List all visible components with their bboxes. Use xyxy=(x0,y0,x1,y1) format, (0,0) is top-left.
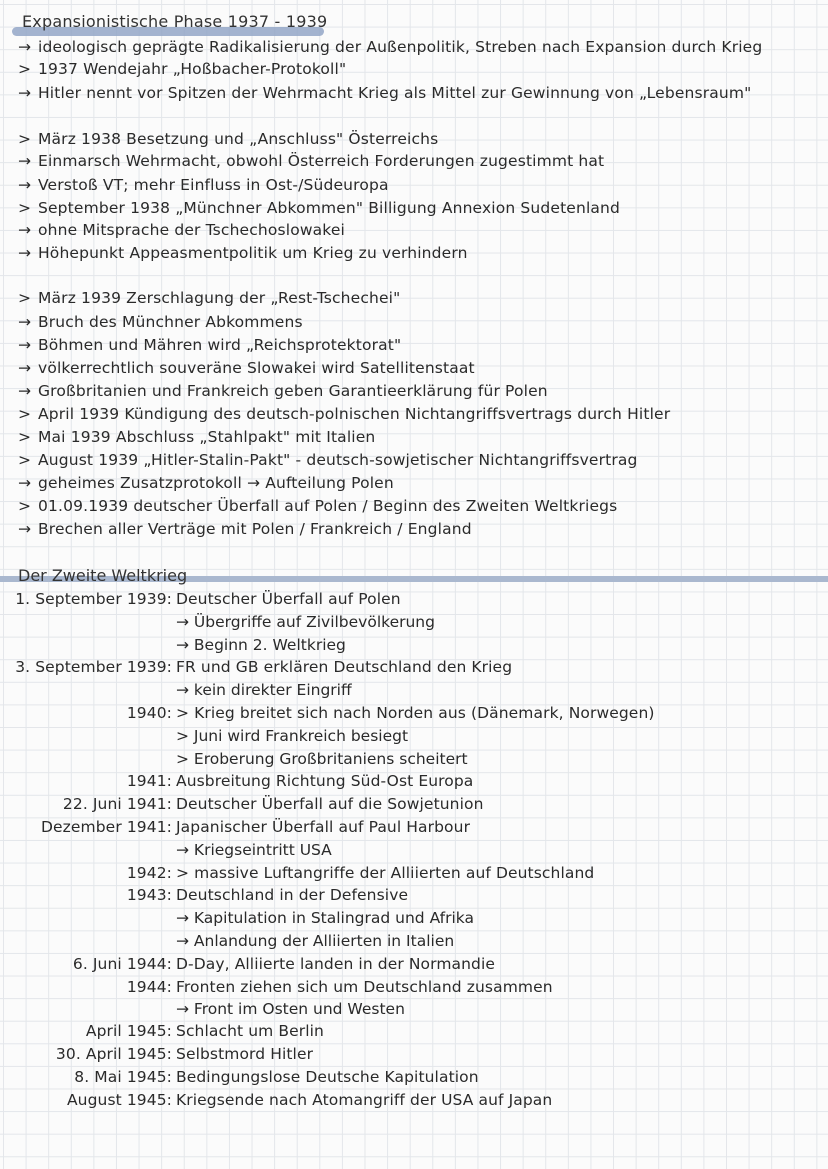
section1-line xyxy=(18,474,394,492)
timeline-event: FR und GB erklären Deutschland den Krieg xyxy=(176,658,513,676)
arrow-marker: → xyxy=(18,84,32,102)
timeline-date: 3. September 1939: xyxy=(15,658,172,676)
timeline-subpoint: > Eroberung Großbritaniens scheitert xyxy=(176,750,468,768)
timeline-subpoint: → Front im Osten und Westen xyxy=(176,1000,405,1018)
section1-line-text: August 1939 „Hitler-Stalin-Pakt" - deutsch-sowjetischer Nichtangriffsvertrag xyxy=(38,451,638,469)
timeline-date: Dezember 1941: xyxy=(41,818,172,836)
timeline-date: 1942: xyxy=(126,864,172,882)
timeline-entry xyxy=(0,886,828,908)
timeline-subpoint: > Juni wird Frankreich besiegt xyxy=(176,727,409,745)
section1-line-text: 01.09.1939 deutscher Überfall auf Polen / Beginn des Zweiten Weltkriegs xyxy=(38,497,618,515)
bullet-marker: > xyxy=(18,289,32,307)
timeline-date: 30. April 1945: xyxy=(55,1045,172,1063)
bullet-marker: > xyxy=(18,405,32,423)
section1-line xyxy=(18,60,346,78)
section1-line xyxy=(18,152,604,170)
timeline-event: Deutschland in der Defensive xyxy=(176,886,409,904)
section1-line xyxy=(18,313,303,331)
timeline-event: Fronten ziehen sich um Deutschland zusammen xyxy=(176,978,553,996)
section1-line xyxy=(18,176,389,194)
section1-line-text: Höhepunkt Appeasmentpolitik um Krieg zu verhindern xyxy=(38,244,468,262)
timeline-entry xyxy=(0,1022,828,1044)
timeline-entry xyxy=(0,772,828,794)
arrow-marker: → xyxy=(18,313,32,331)
timeline-date: 22. Juni 1941: xyxy=(62,795,172,813)
section1-line-text: September 1938 „Münchner Abkommen" Billigung Annexion Sudetenland xyxy=(38,199,621,217)
timeline-event: D-Day, Alliierte landen in der Normandie xyxy=(176,955,496,973)
timeline-entry xyxy=(0,1068,828,1090)
timeline-entry xyxy=(0,658,828,680)
section1-line xyxy=(18,336,401,354)
bullet-marker: > xyxy=(18,497,32,515)
arrow-marker: → xyxy=(18,244,32,262)
bullet-marker: > xyxy=(18,60,32,78)
timeline-event: Bedingungslose Deutsche Kapitulation xyxy=(176,1068,479,1086)
timeline-event: Schlacht um Berlin xyxy=(176,1022,324,1040)
timeline-event: Deutscher Überfall auf Polen xyxy=(176,590,401,608)
timeline-event: Kriegsende nach Atomangriff der USA auf Japan xyxy=(176,1091,553,1109)
timeline-entry xyxy=(0,795,828,817)
timeline-entry xyxy=(0,955,828,977)
section1-line xyxy=(18,130,438,148)
timeline-event: Deutscher Überfall auf die Sowjetunion xyxy=(176,795,484,813)
section1-line-text: Einmarsch Wehrmacht, obwohl Österreich Forderungen zugestimmt hat xyxy=(38,152,605,170)
timeline-entry xyxy=(0,978,828,1000)
section1-line-text: Großbritanien und Frankreich geben Garantieerklärung für Polen xyxy=(38,382,548,400)
timeline-event: > massive Luftangriffe der Alliierten auf Deutschland xyxy=(176,864,595,882)
bullet-marker: > xyxy=(18,451,32,469)
section1-line xyxy=(18,359,475,377)
timeline-entry xyxy=(0,818,828,840)
section1-line xyxy=(18,497,617,515)
timeline-event: > Krieg breitet sich nach Norden aus (Dänemark, Norwegen) xyxy=(176,704,655,722)
section1-line xyxy=(18,428,375,446)
section1-line xyxy=(18,451,638,469)
timeline-date: 8. Mai 1945: xyxy=(74,1068,172,1086)
section1-line xyxy=(18,382,548,400)
section1-line-text: Hitler nennt vor Spitzen der Wehrmacht Krieg als Mittel zur Gewinnung von „Lebensraum" xyxy=(38,84,752,102)
arrow-marker: → xyxy=(18,382,32,400)
section1-line-text: April 1939 Kündigung des deutsch-polnischen Nichtangriffsvertrags durch Hitler xyxy=(38,405,671,423)
arrow-marker: → xyxy=(18,221,32,239)
section1-line-text: ideologisch geprägte Radikalisierung der Außenpolitik, Streben nach Expansion durch Krieg xyxy=(38,38,763,56)
timeline-date: 6. Juni 1944: xyxy=(72,955,172,973)
timeline-entry xyxy=(0,1091,828,1113)
timeline-subpoint: → Kriegseintritt USA xyxy=(176,841,332,859)
bullet-marker: > xyxy=(18,130,32,148)
section1-line xyxy=(18,405,670,423)
section1-line-text: Böhmen und Mähren wird „Reichsprotektorat" xyxy=(38,336,402,354)
timeline-entry xyxy=(0,864,828,886)
timeline-subpoint: → Anlandung der Alliierten in Italien xyxy=(176,932,455,950)
timeline-date: April 1945: xyxy=(85,1022,172,1040)
timeline-event: Selbstmord Hitler xyxy=(176,1045,314,1063)
timeline-date: 1944: xyxy=(126,978,172,996)
section1-line xyxy=(18,244,468,262)
timeline-subpoint: → Übergriffe auf Zivilbevölkerung xyxy=(176,613,435,631)
section1-line-text: ohne Mitsprache der Tschechoslowakei xyxy=(38,221,346,239)
timeline-date: 1941: xyxy=(126,772,172,790)
section1-line xyxy=(18,84,751,102)
timeline-date: 1940: xyxy=(126,704,172,722)
arrow-marker: → xyxy=(18,152,32,170)
timeline-event: Japanischer Überfall auf Paul Harbour xyxy=(176,818,471,836)
timeline-subpoint: → kein direkter Eingriff xyxy=(176,681,352,699)
arrow-marker: → xyxy=(18,336,32,354)
timeline-entry xyxy=(0,1045,828,1067)
section2-title: Der Zweite Weltkrieg xyxy=(18,566,188,585)
section1-line xyxy=(18,199,620,217)
timeline-entry xyxy=(0,590,828,612)
bullet-marker: > xyxy=(18,199,32,217)
bullet-marker: > xyxy=(18,428,32,446)
arrow-marker: → xyxy=(18,38,32,56)
section1-line-text: Verstoß VT; mehr Einfluss in Ost-/Südeuropa xyxy=(38,176,389,194)
arrow-marker: → xyxy=(18,359,32,377)
section1-title: Expansionistische Phase 1937 - 1939 xyxy=(22,12,328,31)
section1-line-text: völkerrechtlich souveräne Slowakei wird Satellitenstaat xyxy=(38,359,475,377)
timeline-date: 1943: xyxy=(126,886,172,904)
section1-line xyxy=(18,520,472,538)
section1-line-text: geheimes Zusatzprotokoll → Aufteilung Polen xyxy=(38,474,394,492)
timeline-subpoint: → Beginn 2. Weltkrieg xyxy=(176,636,346,654)
timeline-date: 1. September 1939: xyxy=(15,590,172,608)
section1-line xyxy=(18,289,400,307)
section1-line-text: März 1939 Zerschlagung der „Rest-Tschechei" xyxy=(38,289,401,307)
timeline-date: August 1945: xyxy=(66,1091,172,1109)
section1-line xyxy=(18,38,762,56)
section1-line-text: Bruch des Münchner Abkommens xyxy=(38,313,303,331)
section1-line-text: Brechen aller Verträge mit Polen / Frankreich / England xyxy=(38,520,472,538)
arrow-marker: → xyxy=(18,176,32,194)
section1-line-text: 1937 Wendejahr „Hoßbacher-Protokoll" xyxy=(38,60,347,78)
arrow-marker: → xyxy=(18,474,32,492)
section1-line-text: März 1938 Besetzung und „Anschluss" Österreichs xyxy=(38,130,439,148)
timeline-event: Ausbreitung Richtung Süd-Ost Europa xyxy=(176,772,474,790)
section1-line-text: Mai 1939 Abschluss „Stahlpakt" mit Italien xyxy=(38,428,376,446)
section1-line xyxy=(18,221,345,239)
timeline-entry xyxy=(0,704,828,726)
timeline-subpoint: → Kapitulation in Stalingrad und Afrika xyxy=(176,909,474,927)
arrow-marker: → xyxy=(18,520,32,538)
